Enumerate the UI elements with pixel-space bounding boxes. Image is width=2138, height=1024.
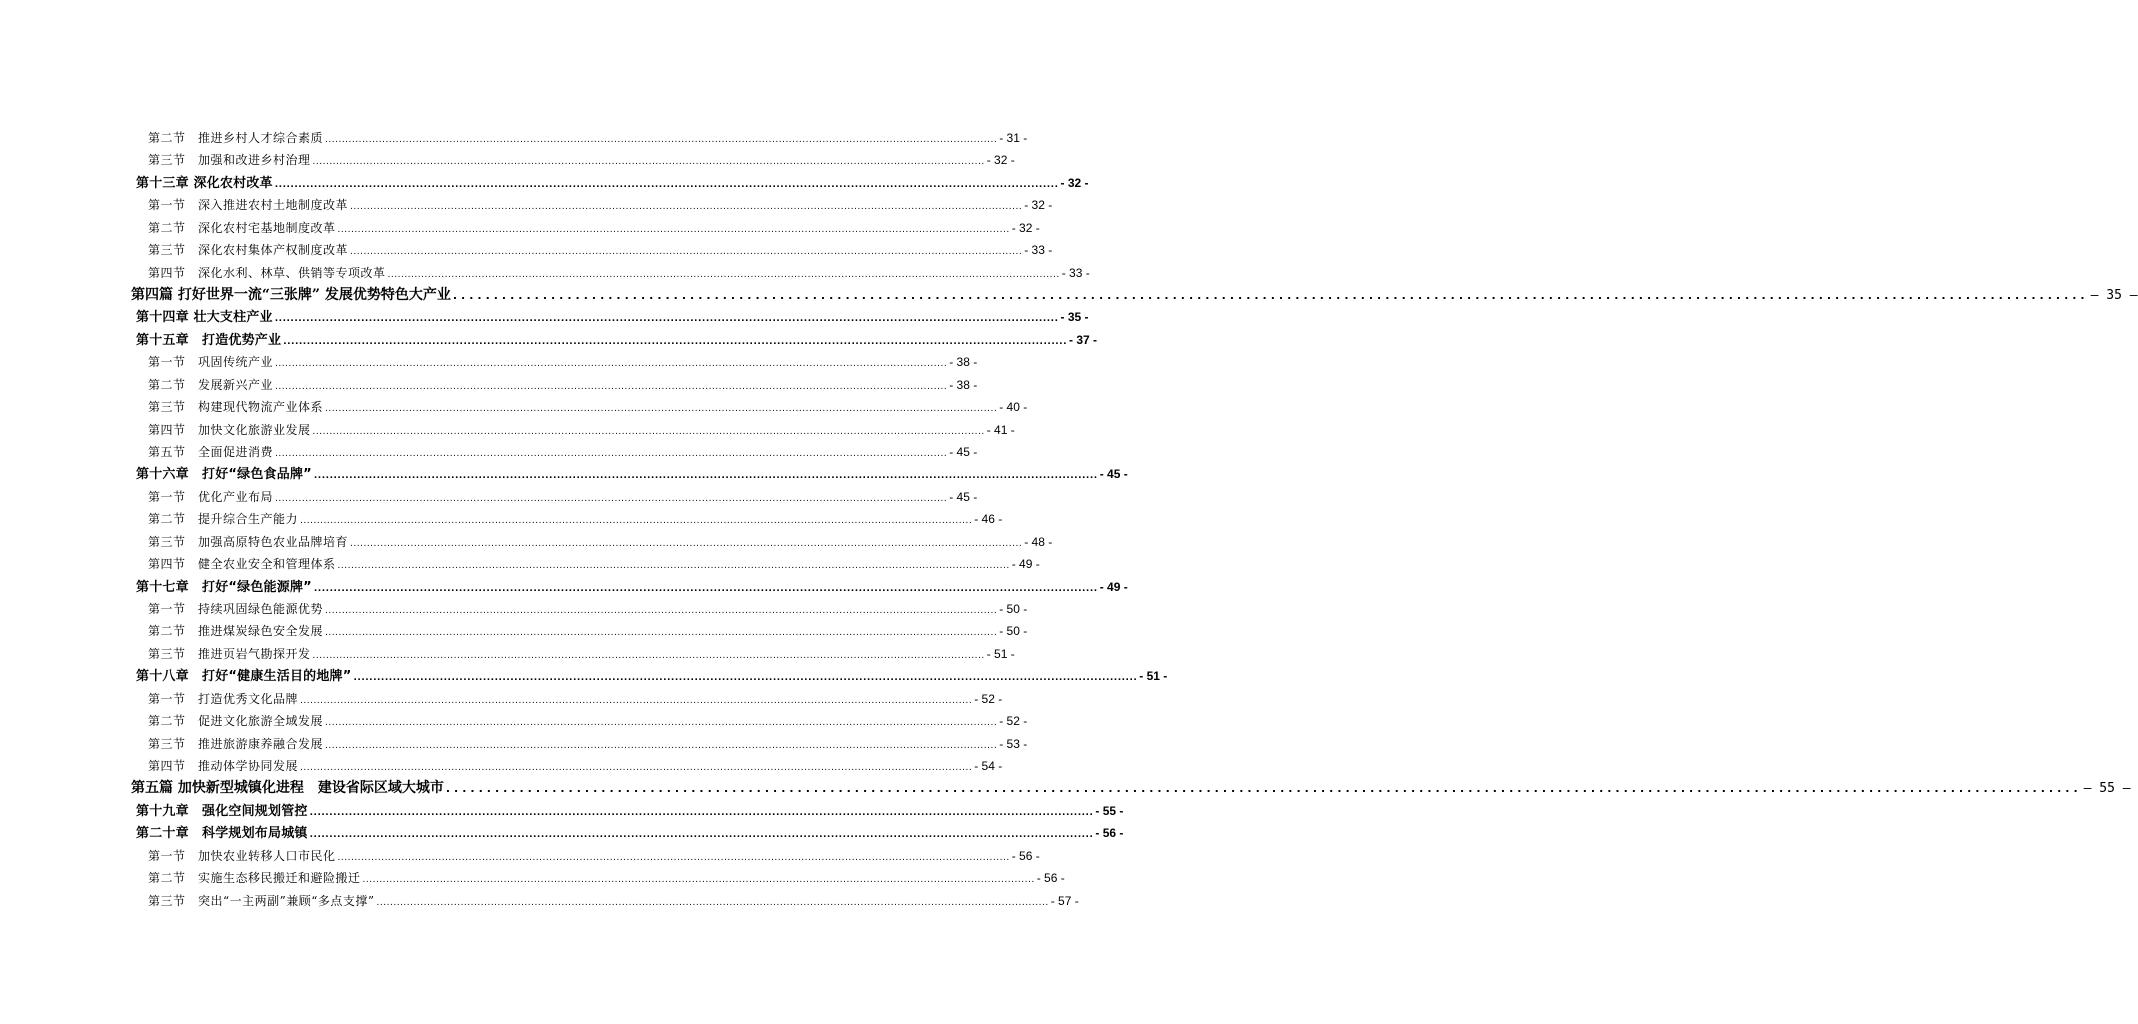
toc-entry-title: 第二节 实施生态移民搬迁和避险搬迁 (148, 871, 361, 886)
toc-entry-title: 第十八章 打好“健康生活目的地牌” (136, 669, 352, 685)
toc-entry-page-number: - 49 - (1099, 579, 1128, 594)
toc-entry-page-number: - 54 - (974, 759, 1003, 774)
toc-entry-section[interactable] (148, 733, 1028, 755)
dot-leader: ........................................................................................................................................................................................................ (325, 404, 998, 415)
toc-entry-title: 第四节 健全农业安全和管理体系 (148, 557, 336, 572)
toc-entry-section[interactable] (148, 867, 1065, 889)
toc-entry-section[interactable] (148, 374, 978, 396)
toc-entry-chapter[interactable] (136, 172, 1089, 194)
toc-entry-section[interactable] (148, 486, 978, 508)
toc-entry-page-number: - 46 - (974, 512, 1003, 527)
toc-entry-section[interactable] (148, 688, 1003, 710)
dot-leader: ........................................................................................................................................................................................................ (283, 336, 1067, 347)
toc-entry-section[interactable] (148, 396, 1028, 418)
toc-entry-title: 第三节 构建现代物流产业体系 (148, 400, 324, 415)
toc-entry-page-number: - 56 - (1011, 848, 1040, 863)
dot-leader: ........................................................................................................................................................................................................ (300, 695, 973, 706)
toc-entry-section[interactable] (148, 217, 1040, 239)
dot-leader: ........................................................................................................................................................................................................ (337, 561, 1010, 572)
toc-entry-chapter[interactable] (136, 800, 1124, 822)
toc-entry-section[interactable] (148, 419, 1015, 441)
toc-entry-title: 第十三章 深化农村改革 (136, 175, 273, 191)
toc-entry-section[interactable] (148, 710, 1028, 732)
dot-leader: ........................................................................................................................................................................................................ (312, 426, 985, 437)
toc-entry-title: 第一节 持续巩固绿色能源优势 (148, 602, 324, 617)
toc-entry-page-number: - 37 - (1069, 332, 1098, 347)
dot-leader: ........................................................................................................................................................................................................ (275, 359, 948, 370)
dot-leader: ........................................................................................................................................................................................................ (350, 538, 1023, 549)
toc-entry-title: 第二节 推进煤炭绿色安全发展 (148, 624, 324, 639)
dot-leader: ........................................................................................................................................................................................................ (313, 583, 1098, 594)
dot-leader: ........................................................................................................................................................................................................ (350, 202, 1023, 213)
toc-entry-section[interactable] (148, 531, 1053, 553)
toc-entry-title: 第二节 促进文化旅游全域发展 (148, 714, 324, 729)
toc-entry-title: 第十五章 打造优势产业 (136, 332, 282, 348)
toc-entry-title: 第二节 推进乡村人才综合素质 (148, 131, 324, 145)
toc-entry-section[interactable] (148, 553, 1040, 575)
toc-entry-page-number: - 50 - (999, 624, 1028, 639)
toc-entry-page-number: - 38 - (949, 355, 978, 370)
dot-leader: ........................................................................................................................................................................................................ (274, 314, 1059, 325)
toc-entry-chapter[interactable] (136, 665, 1168, 687)
dot-leader: ........................................................................................................................................................................................................ (275, 449, 948, 460)
toc-entry-title: 第三节 推进页岩气勘探开发 (148, 646, 311, 661)
dot-leader: ........................................................................................................................................................................................................ (309, 807, 1094, 818)
toc-entry-title: 第三节 推进旅游康养融合发展 (148, 736, 324, 751)
toc-entry-title: 第二节 发展新兴产业 (148, 377, 274, 392)
toc-entry-title: 第二节 提升综合生产能力 (148, 512, 299, 527)
toc-entry-page-number: - 49 - (1011, 557, 1040, 572)
toc-entry-part[interactable] (131, 777, 2131, 799)
toc-entry-page-number: - 32 - (1060, 175, 1089, 190)
toc-entry-section[interactable] (148, 239, 1053, 261)
dot-leader: ........................................................................................................................................................................................................ (325, 718, 998, 729)
toc-entry-section[interactable] (148, 508, 1003, 530)
toc-entry-page-number: - 57 - (1050, 893, 1079, 908)
toc-entry-title: 第二十章 科学规划布局城镇 (136, 826, 308, 842)
toc-entry-page-number: - 50 - (999, 602, 1028, 617)
toc-entry-section[interactable] (148, 755, 1003, 777)
dot-leader: ........................................................................................................................................................................................................ (445, 782, 2082, 796)
toc-entry-title: 第三节 加强高原特色农业品牌培育 (148, 534, 349, 549)
toc-entry-page-number: - 32 - (986, 153, 1015, 168)
toc-entry-chapter[interactable] (136, 463, 1128, 485)
toc-entry-section[interactable] (148, 643, 1015, 665)
toc-entry-page-number: - 52 - (974, 691, 1003, 706)
dot-leader: ........................................................................................................................................................................................................ (325, 606, 998, 617)
toc-entry-section[interactable] (148, 845, 1040, 867)
toc-entry-section[interactable] (148, 149, 1015, 171)
toc-entry-chapter[interactable] (136, 822, 1124, 844)
toc-entry-title: 第十四章 壮大支柱产业 (136, 310, 273, 326)
dot-leader: ........................................................................................................................................................................................................ (362, 875, 1035, 886)
dot-leader: ........................................................................................................................................................................................................ (312, 157, 985, 168)
toc-entry-page-number: - 51 - (1139, 669, 1168, 684)
toc-entry-title: 第四节 深化水利、林草、供销等专项改革 (148, 265, 386, 280)
toc-entry-page-number: - 55 - (1095, 803, 1124, 818)
toc-entry-section[interactable] (148, 441, 978, 463)
toc-entry-title: 第五节 全面促进消费 (148, 445, 274, 460)
toc-entry-section[interactable] (148, 127, 1028, 149)
toc-entry-page-number: - 56 - (1095, 826, 1124, 841)
dot-leader: ........................................................................................................................................................................................................ (452, 289, 2089, 302)
toc-entry-title: 第二节 深化农村宅基地制度改革 (148, 220, 336, 235)
toc-entry-page-number: - 51 - (986, 646, 1015, 661)
toc-entry-title: 第一节 巩固传统产业 (148, 355, 274, 370)
toc-entry-section[interactable] (148, 620, 1028, 642)
toc-entry-page-number: - 41 - (986, 422, 1015, 437)
toc-entry-page-number: - 45 - (949, 445, 978, 460)
toc-entry-page-number: - 56 - (1036, 871, 1065, 886)
dot-leader: ........................................................................................................................................................................................................ (300, 763, 973, 774)
toc-entry-title: 第三节 突出“一主两副”兼顾“多点支撑” (148, 893, 375, 908)
toc-entry-chapter[interactable] (136, 329, 1098, 351)
dot-leader: ........................................................................................................................................................................................................ (337, 852, 1010, 863)
toc-entry-page-number: - 48 - (1024, 534, 1053, 549)
dot-leader: ........................................................................................................................................................................................................ (325, 740, 998, 751)
dot-leader: ........................................................................................................................................................................................................ (275, 493, 948, 504)
toc-entry-page-number: - 53 - (999, 736, 1028, 751)
toc-entry-page-number: - 33 - (1061, 265, 1090, 280)
toc-entry-title: 第一节 深入推进农村土地制度改革 (148, 198, 349, 213)
dot-leader: ........................................................................................................................................................................................................ (353, 673, 1138, 684)
toc-entry-page-number: - 31 - (999, 131, 1028, 145)
toc-entry-page-number: - 32 - (1024, 198, 1053, 213)
dot-leader: ........................................................................................................................................................................................................ (350, 247, 1023, 258)
toc-entry-page-number: - 32 - (1011, 220, 1040, 235)
toc-entry-page-number: – 35 – (2090, 288, 2138, 303)
dot-leader: ........................................................................................................................................................................................................ (312, 650, 985, 661)
dot-leader: ........................................................................................................................................................................................................ (325, 135, 998, 145)
toc-entry-title: 第十九章 强化空间规划管控 (136, 803, 308, 819)
toc-entry-chapter[interactable] (136, 306, 1089, 328)
toc-entry-title: 第四节 推动体学协同发展 (148, 759, 299, 774)
dot-leader: ........................................................................................................................................................................................................ (309, 830, 1094, 841)
toc-entry-section[interactable] (148, 262, 1090, 284)
toc-entry-page-number: - 52 - (999, 714, 1028, 729)
toc-entry-part[interactable] (131, 284, 2138, 306)
toc-entry-page-number: – 55 – (2083, 781, 2131, 797)
toc-entry-title: 第三节 深化农村集体产权制度改革 (148, 243, 349, 258)
toc-entry-title: 第一节 打造优秀文化品牌 (148, 691, 299, 706)
dot-leader: ........................................................................................................................................................................................................ (337, 224, 1010, 235)
toc-entry-title: 第四节 加快文化旅游业发展 (148, 422, 311, 437)
toc-entry-page-number: - 38 - (949, 377, 978, 392)
dot-leader: ........................................................................................................................................................................................................ (274, 179, 1059, 190)
dot-leader: ........................................................................................................................................................................................................ (313, 471, 1098, 482)
dot-leader: ........................................................................................................................................................................................................ (300, 516, 973, 527)
toc-entry-page-number: - 35 - (1060, 310, 1089, 325)
dot-leader: ........................................................................................................................................................................................................ (325, 628, 998, 639)
toc-entry-chapter[interactable] (136, 576, 1128, 598)
toc-entry-title: 第十六章 打好“绿色食品牌” (136, 467, 312, 483)
toc-entry-page-number: - 33 - (1024, 243, 1053, 258)
toc-entry-section[interactable] (148, 194, 1053, 216)
dot-leader: ........................................................................................................................................................................................................ (387, 269, 1060, 280)
toc-entry-section[interactable] (148, 890, 1079, 912)
toc-entry-title: 第五篇 加快新型城镇化进程 建设省际区域大城市 (131, 780, 444, 797)
toc-entry-title: 第一节 优化产业布局 (148, 489, 274, 504)
dot-leader: ........................................................................................................................................................................................................ (275, 381, 948, 392)
toc-entry-page-number: - 45 - (949, 489, 978, 504)
toc-entry-page-number: - 40 - (999, 400, 1028, 415)
toc-entry-section[interactable] (148, 598, 1028, 620)
toc-entry-page-number: - 45 - (1099, 467, 1128, 482)
toc-entry-section[interactable] (148, 351, 978, 373)
toc-entry-title: 第一节 加快农业转移人口市民化 (148, 848, 336, 863)
dot-leader: ........................................................................................................................................................................................................ (376, 897, 1049, 908)
toc-entry-title: 第十七章 打好“绿色能源牌” (136, 579, 312, 595)
toc-entry-title: 第四篇 打好世界一流“三张牌” 发展优势特色大产业 (131, 287, 451, 303)
toc-entry-title: 第三节 加强和改进乡村治理 (148, 153, 311, 168)
